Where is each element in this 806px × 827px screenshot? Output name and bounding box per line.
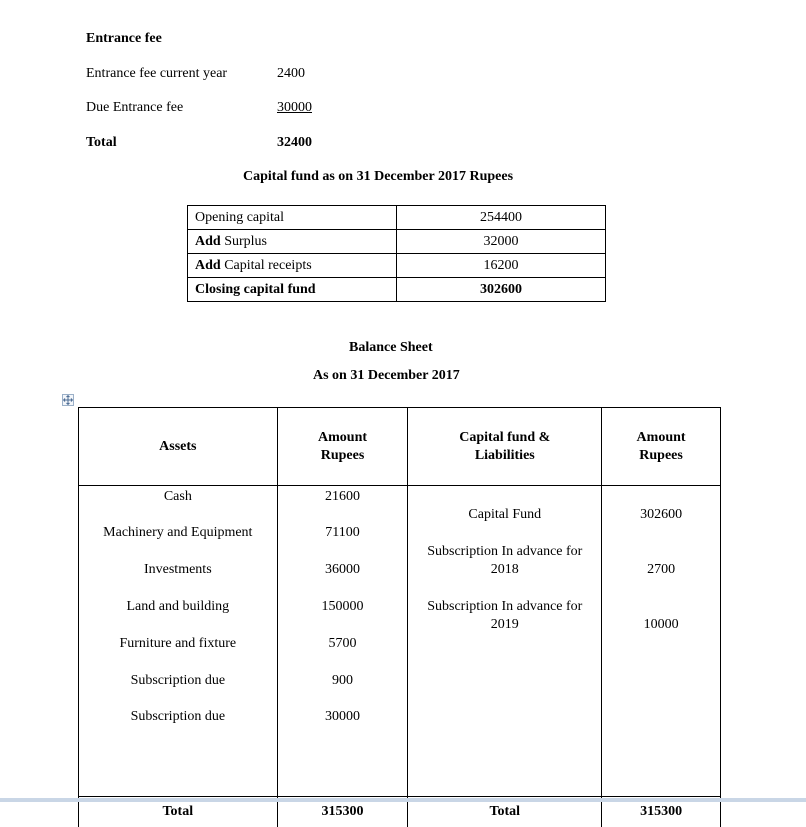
row-label: Opening capital [195,209,285,225]
header-amount-left-line1: Amount [318,429,368,445]
asset-amount: 900 [332,673,354,689]
asset-name: Cash [163,489,192,505]
header-assets: Assets [79,408,278,486]
capital-fund-label-cell [188,206,397,230]
liability-amount: 302600 [640,507,683,523]
capital-fund-table [187,205,606,302]
assets-column [79,486,278,797]
asset-name: Investments [143,562,212,578]
row-prefix: Add [195,233,221,249]
liabilities-amount-column [602,486,721,797]
table-header-row [79,408,721,486]
liability-name [408,543,601,579]
table-row [188,206,606,230]
asset-name: Subscription due [130,709,226,725]
liability-name [408,598,601,634]
capital-fund-amount-cell: 16200 [397,254,606,278]
header-amount-right-line1: Amount [636,429,686,445]
asset-name: Machinery and Equipment [103,525,253,541]
total-right-value: 315300 [602,801,721,827]
liability-amount: 2700 [647,562,676,578]
liability-name-line2: 2018 [490,562,519,578]
asset-name: Subscription due [130,673,226,689]
header-amount-left-line2: Rupees [320,447,365,463]
row-label: Closing capital fund [195,281,316,297]
liability-amount: 10000 [643,617,679,633]
header-amount-right [602,408,721,486]
total-right-label: Total [408,801,602,827]
table-row [188,230,606,254]
liability-name-line1: Subscription In advance for [427,599,583,615]
asset-amount: 71100 [325,525,360,541]
capital-fund-amount-cell: 32000 [397,230,606,254]
header-liabilities [408,408,602,486]
row-label: Capital receipts [220,257,312,273]
asset-name: Land and building [126,599,230,615]
entrance-fee-current-label: Entrance fee current year [86,66,228,81]
row-prefix: Add [195,257,221,273]
balance-sheet-table [78,407,721,827]
entrance-fee-current-value: 2400 [277,66,305,81]
capital-fund-label-cell [188,230,397,254]
capital-fund-label-cell [188,278,397,302]
header-amount-left [277,408,408,486]
header-liabilities-line1: Capital fund & [459,429,551,445]
entrance-fee-heading: Entrance fee [86,31,162,46]
window-bottom-edge [0,798,806,802]
liability-name-line1: Subscription In advance for [427,544,583,560]
assets-amount-column [277,486,408,797]
entrance-fee-total-label: Total [86,135,117,150]
due-entrance-fee-label: Due Entrance fee [86,100,184,115]
table-row [188,278,606,302]
row-label: Surplus [220,233,267,249]
total-left-value: 315300 [277,801,408,827]
table-move-handle-icon[interactable] [62,394,74,406]
due-entrance-fee-value: 30000 [277,100,312,115]
asset-amount: 150000 [321,599,364,615]
total-left-label: Total [79,801,278,827]
table-total-row [79,801,721,827]
header-amount-right-line2: Rupees [639,447,683,463]
capital-fund-amount-cell: 302600 [397,278,606,302]
asset-amount: 21600 [325,489,361,505]
asset-amount: 5700 [328,636,357,652]
liability-name: Capital Fund [468,507,542,523]
capital-fund-title: Capital fund as on 31 December 2017 Rupees [243,169,514,184]
liability-name-line2: 2019 [490,617,519,633]
capital-fund-label-cell [188,254,397,278]
capital-fund-amount-cell: 254400 [397,206,606,230]
table-body-row [79,486,721,797]
asset-amount: 30000 [325,709,361,725]
asset-name: Furniture and fixture [119,636,237,652]
entrance-fee-total-value: 32400 [277,135,312,150]
table-row [188,254,606,278]
balance-sheet-title: Balance Sheet [349,340,433,355]
asset-amount: 36000 [325,562,361,578]
liabilities-column [408,486,602,797]
balance-sheet-subtitle: As on 31 December 2017 [313,368,460,383]
header-liabilities-line2: Liabilities [474,447,535,463]
